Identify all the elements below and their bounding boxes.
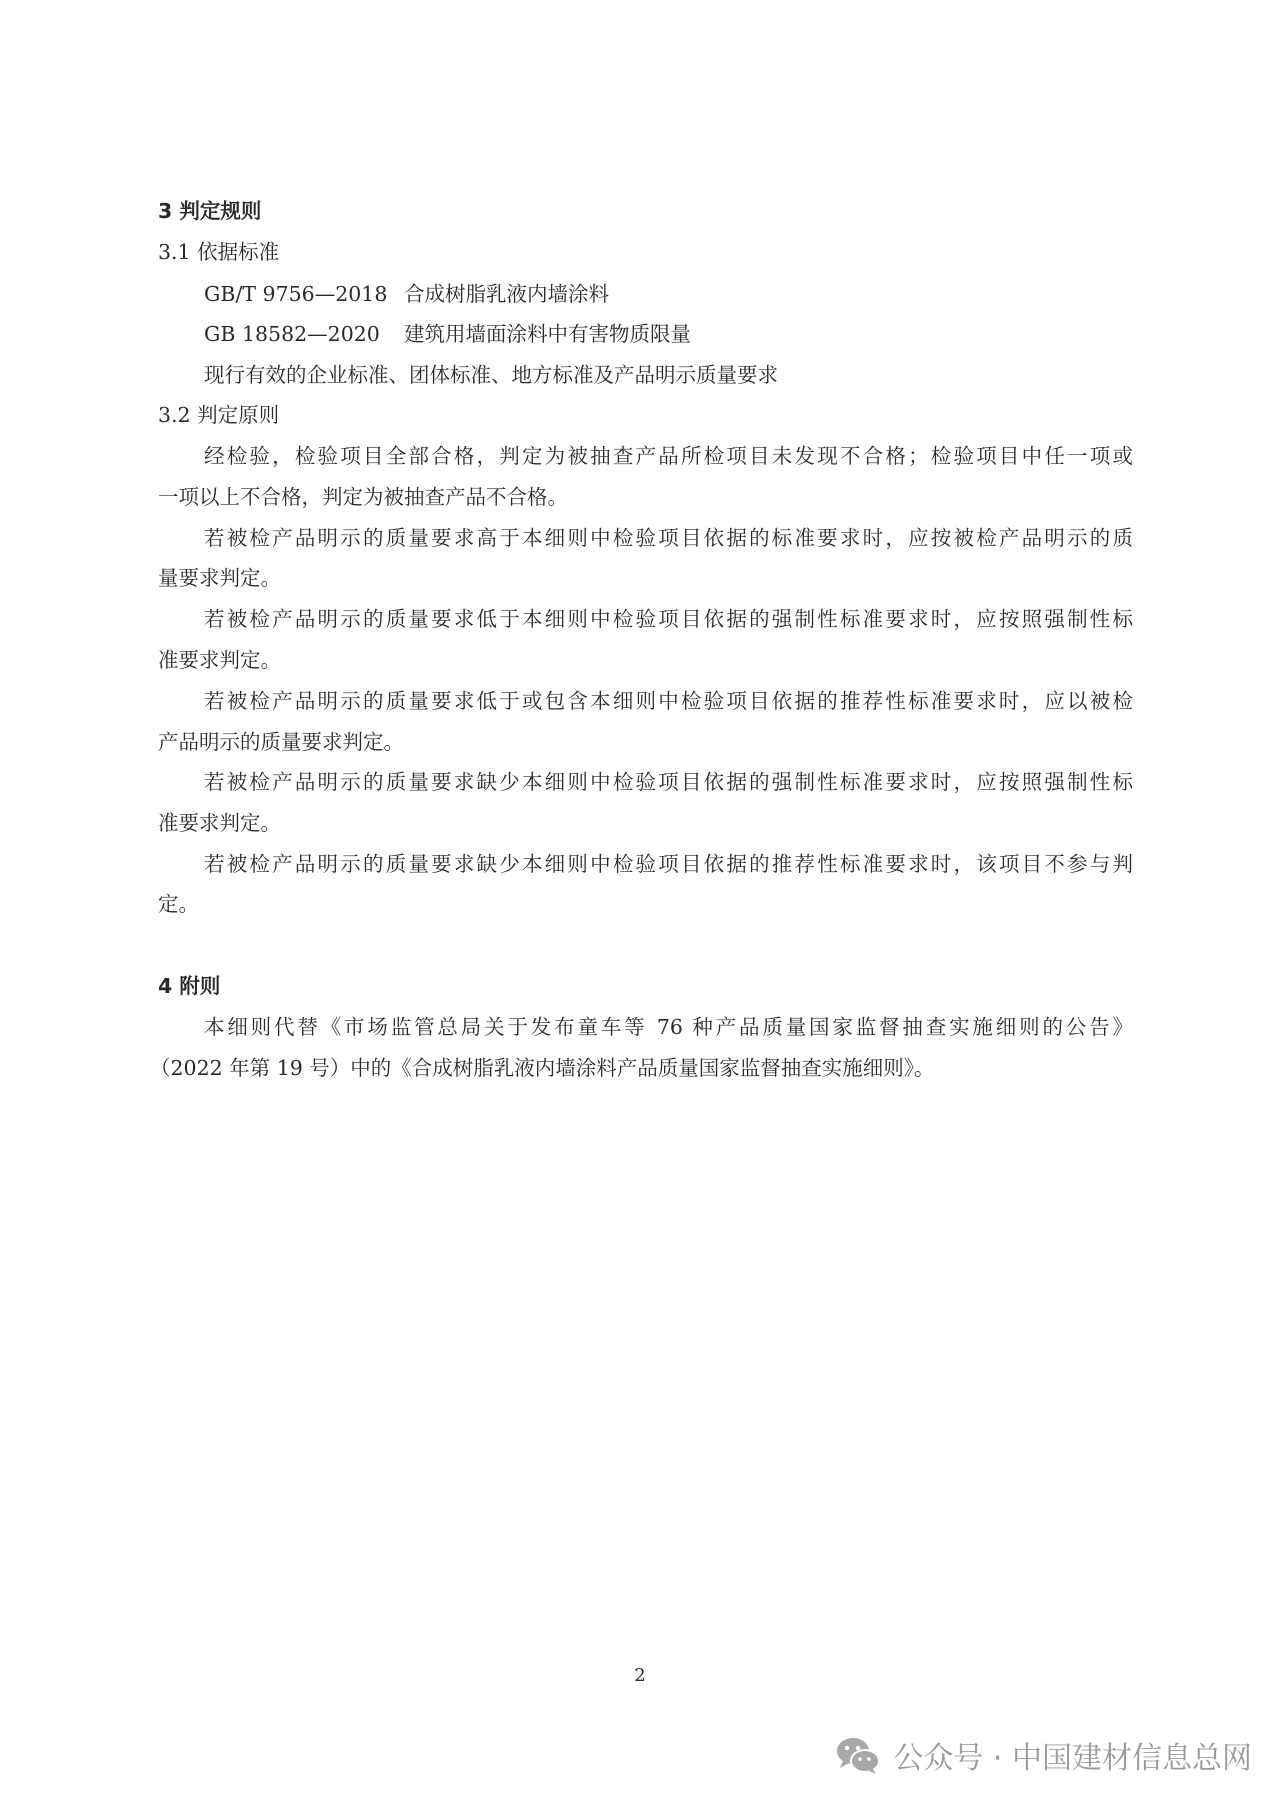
standard-item (204, 279, 1179, 309)
section-3-1-heading: 3.1 依据标准 (158, 240, 280, 264)
section-4-heading: 4 附则 (158, 974, 221, 998)
paragraph-line: 量要求判定。 (158, 566, 281, 590)
standard-extra: 现行有效的企业标准、团体标准、地方标准及产品明示质量要求 (204, 363, 778, 387)
watermark (835, 1734, 1252, 1776)
paragraph-line: 若被检产品明示的质量要求低于或包含本细则中检验项目依据的推荐性标准要求时，应以被检 (204, 689, 1133, 713)
standard-code: GB/T 9756—2018 (204, 282, 388, 306)
standard-name: 建筑用墙面涂料中有害物质限量 (404, 322, 691, 346)
paragraph-line: 若被检产品明示的质量要求高于本细则中检验项目依据的标准要求时，应按被检产品明示的质 (204, 526, 1133, 550)
page-number: 2 (634, 1665, 646, 1686)
paragraph-line: 准要求判定。 (158, 811, 281, 835)
wechat-icon (835, 1734, 881, 1776)
paragraph-line: 准要求判定。 (158, 648, 281, 672)
paragraph-line: 一项以上不合格，判定为被抽查产品不合格。 (158, 485, 568, 509)
paragraph-line: （2022 年第 19 号）中的《合成树脂乳液内墙涂料产品质量国家监督抽查实施细则》。 (150, 1056, 935, 1080)
standard-name: 合成树脂乳液内墙涂料 (404, 282, 609, 306)
paragraph-line: 若被检产品明示的质量要求低于本细则中检验项目依据的强制性标准要求时，应按照强制性标 (204, 607, 1133, 631)
standard-item (204, 319, 1179, 349)
watermark-text: 公众号 · 中国建材信息总网 (893, 1741, 1252, 1776)
standard-code: GB 18582—2020 (204, 322, 380, 346)
paragraph-line: 经检验，检验项目全部合格，判定为被抽查产品所检项目未发现不合格；检验项目中任一项或 (204, 444, 1133, 468)
paragraph-line: 产品明示的质量要求判定。 (158, 730, 404, 754)
section-3-heading: 3 判定规则 (158, 199, 262, 223)
paragraph-line: 若被检产品明示的质量要求缺少本细则中检验项目依据的强制性标准要求时，应按照强制性标 (204, 770, 1133, 794)
paragraph-line: 定。 (158, 892, 199, 916)
paragraph-line: 若被检产品明示的质量要求缺少本细则中检验项目依据的推荐性标准要求时，该项目不参与判 (204, 852, 1133, 876)
paragraph-line: 本细则代替《市场监管总局关于发布童车等 76 种产品质量国家监督抽查实施细则的公告》 (204, 1015, 1133, 1039)
section-3-2-heading: 3.2 判定原则 (158, 403, 280, 427)
